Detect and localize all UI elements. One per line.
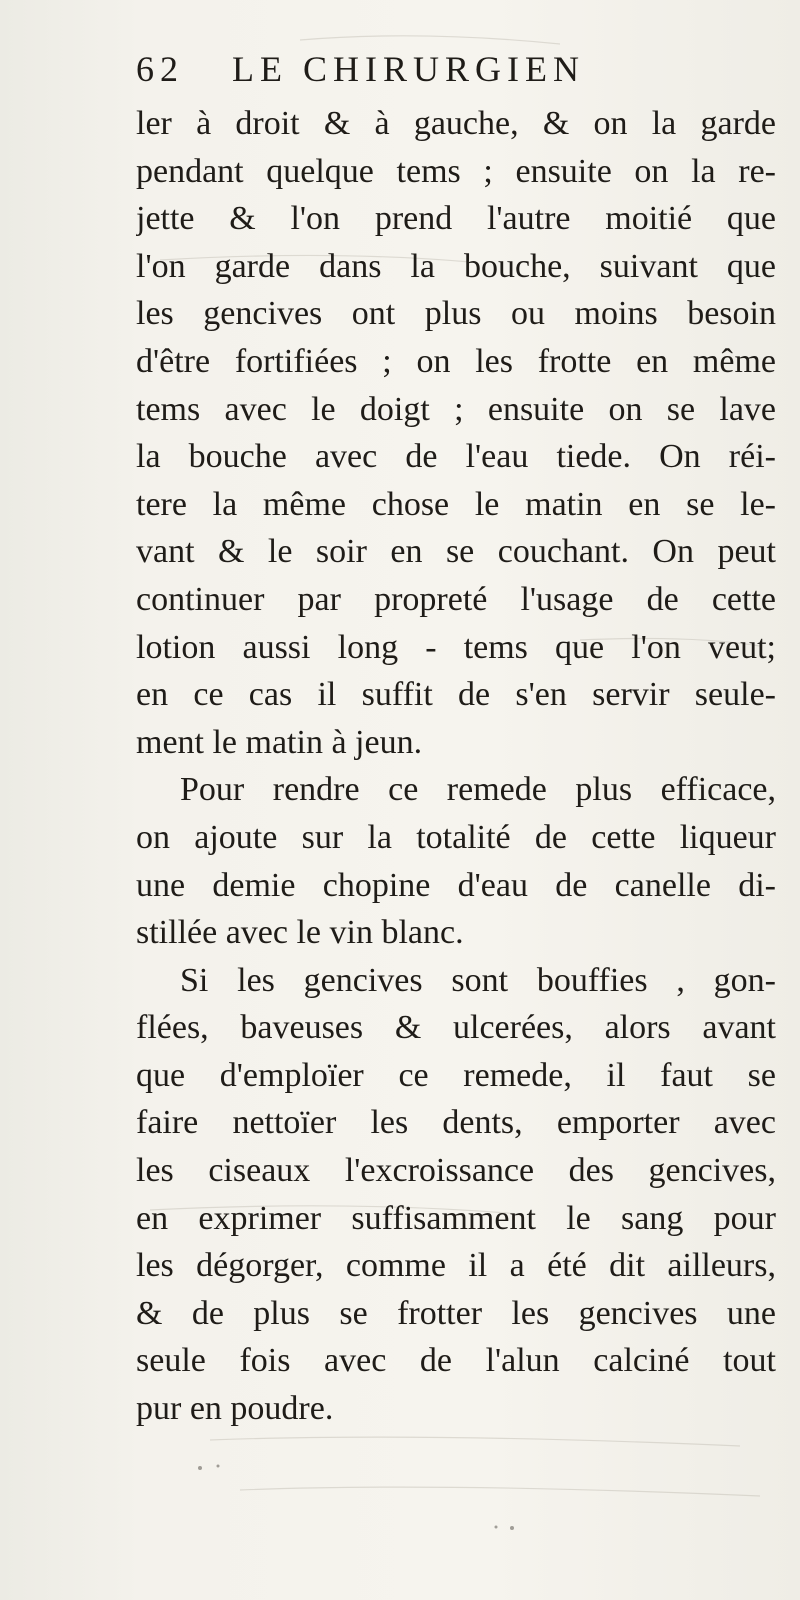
- text-line: flées, baveuses & ulcerées, alors avant: [136, 1009, 776, 1047]
- text-line: continuer par propreté l'usage de cette: [136, 580, 776, 618]
- text-line: d'être fortifiées ; on les frotte en même: [136, 342, 776, 380]
- text-line: stillée avec le vin blanc.: [136, 914, 464, 952]
- text-line: & de plus se frotter les gencives une: [136, 1294, 776, 1332]
- text-line: une demie chopine d'eau de canelle di-: [136, 866, 776, 904]
- text-line: faire nettoïer les dents, emporter avec: [136, 1104, 776, 1142]
- text-line: ler à droit & à gauche, & on la garde: [136, 105, 776, 142]
- text-line: Pour rendre ce remede plus efficace,: [180, 771, 776, 809]
- text-line: jette & l'on prend l'autre moitié que: [136, 200, 776, 238]
- text-line: les dégorger, comme il a été dit ailleurs,: [136, 1247, 776, 1285]
- text-line: tems avec le doigt ; ensuite on se lave: [136, 390, 776, 428]
- text-line: que d'emploïer ce remede, il faut se: [136, 1056, 776, 1094]
- text-line: les gencives ont plus ou moins besoin: [136, 295, 776, 333]
- text-line: en ce cas il suffit de s'en servir seule-: [136, 676, 776, 714]
- text-line: Si les gencives sont bouffies , gon-: [180, 961, 776, 999]
- text-line: on ajoute sur la totalité de cette liqueur: [136, 818, 776, 856]
- text-line: en exprimer suffisamment le sang pour: [136, 1199, 776, 1237]
- running-head: [136, 48, 776, 100]
- text-line: pendant quelque tems ; ensuite on la re-: [136, 152, 776, 190]
- text-line: ment le matin à jeun.: [136, 723, 423, 761]
- text-line: lotion aussi long - tems que l'on veut;: [136, 628, 776, 666]
- text-line: pur en poudre.: [136, 1390, 334, 1428]
- text-line: vant & le soir en se couchant. On peut: [136, 533, 776, 571]
- page-number: 62: [136, 49, 184, 89]
- text-line: tere la même chose le matin en se le-: [136, 485, 776, 523]
- text-line: l'on garde dans la bouche, suivant que: [136, 247, 776, 285]
- text-line: la bouche avec de l'eau tiede. On réi-: [136, 438, 776, 476]
- running-title: LE CHIRURGIEN: [232, 49, 585, 89]
- body-text: [136, 100, 776, 1433]
- text-line: les ciseaux l'excroissance des gencives,: [136, 1152, 776, 1190]
- text-line: seule fois avec de l'alun calciné tout: [136, 1342, 776, 1380]
